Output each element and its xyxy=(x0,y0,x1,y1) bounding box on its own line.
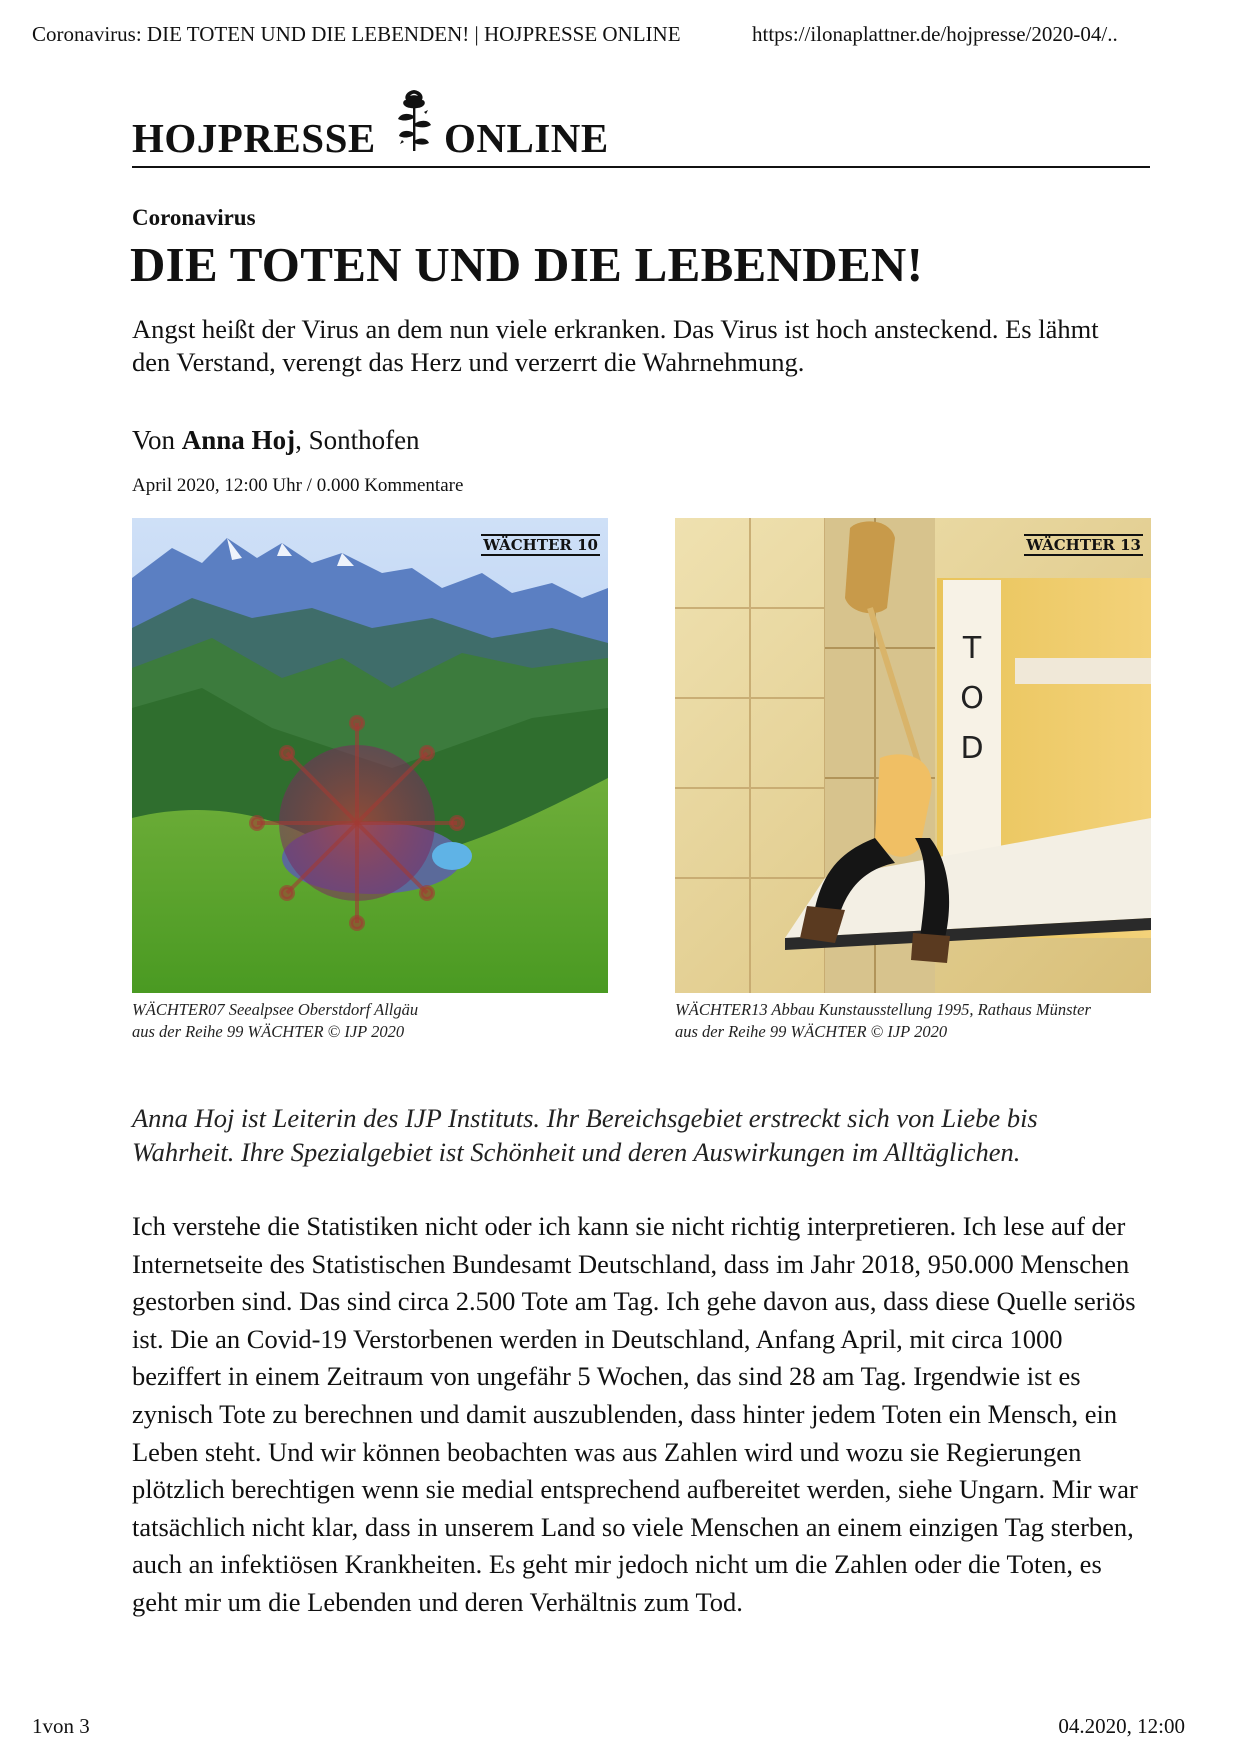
tod-letter: T xyxy=(962,631,982,666)
waechter-tag: WÄCHTER 10 xyxy=(483,536,598,554)
article-lead: Angst heißt der Virus an dem nun viele erkranken. Das Virus ist hoch ansteckend. Es lähmt den Verstand, verengt das Herz und verzerrt die Wahrnehmung. xyxy=(132,314,1099,377)
tod-letter: D xyxy=(960,731,984,766)
page-counter: 1von 3 xyxy=(32,1714,90,1738)
brand-name-right[interactable]: ONLINE xyxy=(444,115,609,161)
caption-line: WÄCHTER07 Seealpsee Oberstdorf Allgäu xyxy=(132,1000,419,1019)
print-footer xyxy=(32,1714,1185,1742)
waechter-tag: WÄCHTER 13 xyxy=(1026,536,1141,554)
photo-mountain-lake-virus[interactable] xyxy=(132,518,608,993)
article-headline: DIE TOTEN UND DIE LEBENDEN! xyxy=(130,237,924,292)
article-body: Ich verstehe die Statistiken nicht oder ich kann sie nicht richtig interpretieren. Ich lese auf der Internetseite des Statistischen Bundesamt Deutschland, dass im Jahr 2018, 950.000 Menschen gestorben sind. Das sind circa 2.500 Tote am Tag. Ich gehe davon aus, dass diese Quelle seriös ist. Die an Covid-19 Verstorbenen werden in Deutschland, Anfang April, mit circa 1000 beziffert in einem Zeitraum von ungefähr 5 Wochen, das sind 28 am Tag. Irgendwie ist es zynisch Tote zu berechnen und damit auszublenden, dass hinter jedem Toten ein Mensch, ein Leben steht. Und wir können beobachten was aus Zahlen wird und wozu sie Regierungen plötzlich berechtigen wenn sie medial entsprechend aufbereitet werden, siehe Ungarn. Mir war tatsächlich nicht klar, dass in unserem Land so viele Menschen an einem einzigen Tag sterben, auch an infektiösen Krankheiten. Es geht mir jedoch nicht um die Zahlen oder die Toten, es geht mir um die Lebenden und deren Verhältnis zum Tod. xyxy=(132,1211,1138,1617)
broom-figure-image xyxy=(675,518,1151,993)
article-kicker: Coronavirus xyxy=(132,205,256,230)
tod-letter: O xyxy=(960,681,984,716)
brand-name-left[interactable]: HOJPRESSE xyxy=(132,115,376,161)
figure-caption xyxy=(132,999,608,1043)
byline-location: , Sonthofen xyxy=(295,425,420,455)
print-page-url[interactable]: https://ilonaplattner.de/hojpresse/2020-04/.. xyxy=(752,22,1118,46)
caption-line: WÄCHTER13 Abbau Kunstausstellung 1995, Rathaus Münster xyxy=(675,1000,1091,1019)
print-timestamp: 04.2020, 12:00 xyxy=(1058,1714,1185,1738)
article-byline xyxy=(132,425,420,456)
caption-line: aus der Reihe 99 WÄCHTER © IJP 2020 xyxy=(132,1022,405,1041)
figure-caption xyxy=(675,999,1151,1043)
photo-broom-figure-tod[interactable] xyxy=(675,518,1151,993)
author-note: Anna Hoj ist Leiterin des IJP Instituts. Ihr Bereichsgebiet erstreckt sich von Liebe bis Wahrheit. Ihre Spezialgebiet ist Schönheit und deren Auswirkungen im Alltäglichen. xyxy=(132,1103,1038,1167)
masthead xyxy=(132,88,1150,168)
rose-icon xyxy=(390,88,438,154)
caption-line: aus der Reihe 99 WÄCHTER © IJP 2020 xyxy=(675,1022,948,1041)
print-header xyxy=(32,22,1200,50)
figure-kunstausstellung xyxy=(675,518,1151,1043)
article-dateline: April 2020, 12:00 Uhr / 0.000 Kommentare xyxy=(132,475,464,496)
mountain-lake-image xyxy=(132,518,608,993)
print-page-title: Coronavirus: DIE TOTEN UND DIE LEBENDEN! | HOJPRESSE ONLINE xyxy=(32,22,681,46)
byline-prefix: Von xyxy=(132,425,182,455)
figure-seealpsee xyxy=(132,518,608,1043)
byline-author[interactable]: Anna Hoj xyxy=(181,425,296,455)
